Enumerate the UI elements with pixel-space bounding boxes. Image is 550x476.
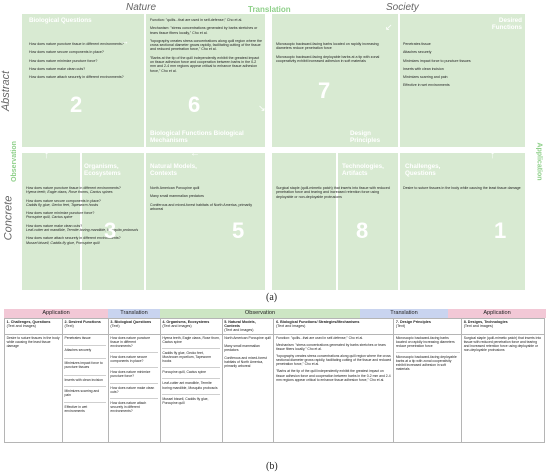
table-cell	[5, 334, 63, 442]
q6-item: Mechanism: "stress concentrations generated by barbs stretches or tears tissue fibers locally," Cho et al.	[150, 26, 258, 35]
band-application: Application	[448, 309, 546, 318]
q5-list	[150, 186, 262, 215]
q6-number: 6	[188, 92, 201, 117]
col-header-5: 5. Natural Models, Contexts (Text and images)	[222, 319, 274, 335]
table-cell	[394, 334, 462, 442]
table-row	[5, 334, 545, 442]
arrow-down-icon: ↘	[258, 103, 266, 113]
q2-item: How does nature make clean cuts?	[29, 66, 86, 71]
col-header-3: 3. Biological Questions (Text)	[108, 319, 160, 335]
q3b-question: How does nature make clean cuts?	[26, 223, 83, 228]
q5-item: North American Porcupine quill	[150, 186, 200, 190]
label-application: Application	[535, 142, 543, 181]
q5-title: Natural Models, Contexts	[150, 163, 197, 177]
cell-entry: How does nature puncture tissue in different environments?	[110, 336, 158, 353]
cell-entry: Inserts with clean incision	[64, 376, 106, 387]
q5-item: Coniferous and mixed-forest habitats of North America, primarily arboreal	[150, 202, 253, 211]
band-translation: Translation	[360, 309, 448, 318]
cell-entry: Penetrates tissue	[64, 336, 106, 346]
q8-item: Surgical staple (quill-mimetic patch) that inserts into tissue with reduced penetration force and tearing and increased retention force using deployable or non-deployable protrusions	[276, 186, 390, 199]
header-nature: Nature	[126, 2, 157, 13]
cell-entry: Microscopic backward-facing barbs located on rapidly increasing diameters reduce penetration force	[396, 336, 460, 353]
cell-entry: Microscopic backward-facing deployable barbs at a tip with zonal cooperativity exhibit increased adhesion in soft materials	[395, 355, 457, 372]
q3-title: Desired Functions	[491, 17, 522, 31]
q3-item: Attaches securely	[403, 50, 432, 55]
q6-item: Function: "quills...that are used in self-defense;" Cho et al.	[150, 18, 243, 22]
cell-entry: Surgical staple (quill-mimetic patch) that inserts into tissue with reduced penetration force and tearing and increased retention force using deployable or non-deployable protrusions	[463, 335, 542, 353]
divider	[144, 153, 146, 290]
q2-number: 2	[70, 92, 83, 117]
cell-entry: How does nature secure components in place?	[110, 353, 158, 368]
q3b-answer: Caddis fly glue, Gecko feet, Tapeworm hooks	[26, 202, 99, 207]
caption-b: (b)	[266, 461, 278, 472]
cell-entry: Coniferous and mixed-forest habitats of North America, primarily arboreal	[224, 356, 267, 369]
col-header-2: 2. Desired Functions (Text)	[62, 319, 108, 335]
table-cell	[274, 334, 394, 442]
q7-list	[276, 42, 394, 67]
q5-item: Many small mammalian predators	[150, 194, 204, 199]
q1-number: 1	[494, 218, 507, 243]
arrow-up-icon: ↑	[490, 150, 495, 161]
figure-b	[4, 309, 546, 459]
q3b-question: How does nature minimize puncture force?	[26, 211, 95, 216]
arrow-down-icon: ↙	[385, 22, 393, 32]
divider	[398, 14, 400, 147]
q1-list	[403, 186, 521, 194]
q6-bottom-title: Biological Functions Biological Mechanisms	[150, 130, 244, 144]
cell-entry: Attaches securely	[64, 346, 106, 359]
q1-title: Challenges, Questions	[405, 163, 441, 177]
q2-item: How does nature minimize puncture force?	[29, 58, 98, 63]
q7-item: Microscopic backward-facing deployable barbs at a tip with zonal cooperativity exhibit increased adhesion in soft materials	[276, 54, 380, 63]
q3b-question: How does nature secure components in place?	[26, 198, 101, 203]
q3b-question: How does nature attach securely in different environments?	[26, 236, 121, 241]
q3b-answer: Leaf-cutter ant mandible, Termite boring mandible, Mosquito proboscis	[26, 228, 139, 233]
q6-item: "topography creates stress concentrations along quill region where the cross sectional diameter grows rapidly, facilitating cutting of the tissue and reduced penetration force," Cho et al.	[150, 38, 262, 52]
col-header-1: 1. Challenges, Questions (Text and images)	[5, 319, 63, 335]
q3-list	[403, 42, 521, 92]
band-observation: Observation	[160, 309, 360, 318]
cell-entry: North American Porcupine quill	[224, 335, 271, 340]
table-header-row	[5, 319, 545, 335]
q8-number: 8	[356, 218, 369, 243]
header-translation: Translation	[248, 5, 291, 14]
cell-entry: Leaf-cutter ant mandible, Termite boring mandible, Mosquito proboscis	[162, 379, 220, 394]
cell-entry: "Barbs at the tip of the quill independently exhibit the greatest impact on tissue adhesion force and cooperation between barbs in the 0-2 mm and 2-4 mm regions appear critical to enhance tissue adhesion force," Cho et al.	[276, 369, 391, 382]
q3b-number: 3	[104, 218, 117, 243]
q3-item: Effective in wet environments	[403, 83, 450, 88]
q6-list	[150, 18, 262, 77]
q2-item: How does nature attach securely in different environments?	[29, 75, 124, 80]
arrow-right-icon: →	[120, 36, 129, 46]
label-concrete: Concrete	[2, 195, 15, 241]
label-observation: Observation	[10, 141, 18, 182]
q3b-item	[26, 224, 142, 233]
cell-entry: "topography creates stress concentrations along quill region where the cross sectional diameter grows rapidly, facilitating cutting of the tissue and reduced penetration force," Cho et al.	[276, 354, 392, 367]
cell-entry: Desire to suture tissues in the body while causing the least tissue damage	[6, 335, 60, 349]
header-society: Society	[386, 2, 419, 13]
table-cell	[160, 334, 222, 442]
cell-entry: Hyena teeth, Eagle claws, Rose thorn, Cactus spine	[162, 336, 220, 349]
q8-list	[276, 186, 394, 203]
q3b-title: Organisms, Ecosystems	[84, 163, 121, 177]
cell-entry: Caddis fly glue, Gecko feet, Mushroom mycelium, Tapeworm hooks	[162, 349, 220, 368]
q7-bottom-title: Design Principles	[350, 130, 381, 144]
table-cell	[62, 334, 108, 442]
arrow-left-icon: ←	[190, 148, 200, 159]
q7-item: Microscopic backward-facing barbs located on rapidly increasing diameters reduce penetration force	[276, 42, 379, 51]
q3-item: Inserts with clean incision	[403, 66, 444, 71]
col-header-4: 4. Organisms, Ecosystems (Text and images)	[160, 319, 222, 335]
col-header-6: 6. Biological Functions/ Strategies/Mechanisms (Text and images)	[274, 319, 394, 335]
cell-entry: How does nature minimize puncture force?	[110, 368, 158, 383]
q7-number: 7	[318, 78, 331, 103]
cell-entry: Mussel bissell, Caddis fly glue, Porcupine quill	[162, 396, 209, 405]
design-table	[4, 318, 545, 443]
cell-entry: Mechanism: "stress concentrations generated by barbs stretches or tears tissue fibers locally," Cho et al.	[276, 342, 386, 352]
divider	[144, 14, 146, 147]
q3-item: Minimizes impact force to puncture tissues	[403, 58, 471, 63]
q3b-answer: Mussel bissell, Caddis fly glue, Porcupine quill	[26, 240, 100, 245]
divider	[336, 153, 338, 290]
table-cell	[108, 334, 160, 442]
q8-title: Technologies, Artifacts	[342, 163, 384, 177]
q3b-answer: Porcupine quill, Cactus spine	[26, 215, 73, 220]
cell-entry: Minimizes impact force to puncture tissues	[64, 359, 106, 376]
table-cell	[222, 334, 274, 442]
cell-entry: Effective in wet environments	[64, 404, 88, 413]
col-header-8: 8. Designs, Technologies (Text and images)	[462, 319, 545, 335]
band-application: Application	[4, 309, 108, 318]
table-cell	[462, 334, 545, 442]
q3b-item	[26, 211, 142, 220]
col-header-7: 7. Design Principles (Text)	[394, 319, 462, 335]
cell-entry: How does nature attach securely in different environments?	[110, 400, 147, 413]
cell-entry: Many small mammalian predators	[224, 343, 260, 353]
q1-item: Desire to suture tissues in the body while causing the least tissue damage	[403, 186, 521, 190]
q5-number: 5	[232, 218, 245, 243]
cell-entry: Minimizes scarring and pain	[64, 387, 106, 402]
arrow-up-icon: ↑	[44, 150, 49, 161]
cell-entry: Porcupine quill, Cactus spine	[162, 368, 220, 379]
q2-item: How does nature puncture tissue in different environments?	[29, 42, 124, 46]
q3-item: Minimizes scarring and pain	[403, 75, 448, 80]
caption-a: (a)	[266, 292, 278, 303]
q3b-answer: Hyena teeth, Eagle claws, Rose thorns, Cactus spines	[26, 190, 113, 195]
cell-entry: How does nature make clean cuts?	[110, 384, 158, 399]
q2-item: How does nature secure components in place?	[29, 50, 104, 55]
q3b-list	[26, 186, 142, 249]
divider	[398, 153, 400, 290]
q2-title: Biological Questions	[29, 17, 92, 24]
label-abstract: Abstract	[0, 70, 13, 112]
q3b-question: How does nature puncture tissue in different environments?	[26, 186, 121, 190]
q3b-item	[26, 199, 142, 208]
q6-item: "Barbs at the tip of the quill independently exhibit the greatest impact on tissue adhesion force and cooperation between barbs in the 0-2 mm and 2-4 mm regions appear critical to enhance tissue adhesion force," Cho et al.	[150, 55, 260, 73]
cell-entry: Function: "quills...that are used in self-defense;" Cho et al.	[276, 335, 364, 340]
q3b-item	[26, 186, 142, 195]
q3-item: Penetrates tissue	[403, 42, 431, 46]
q2-list	[29, 42, 141, 83]
band-translation: Translation	[108, 309, 160, 318]
band-row	[4, 309, 546, 318]
q3b-item	[26, 236, 142, 245]
